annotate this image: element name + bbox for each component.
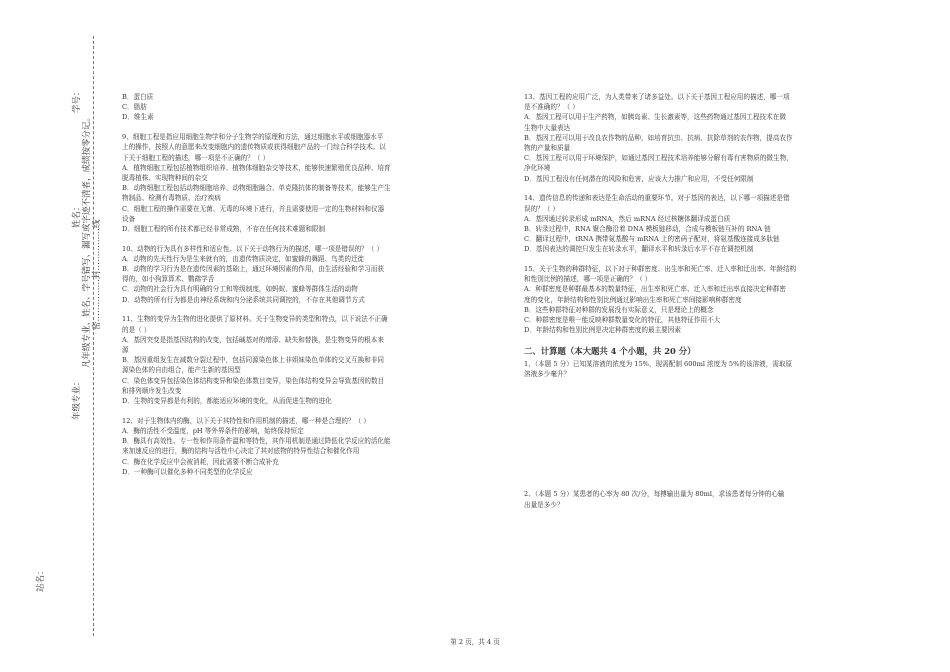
option-line: B．酶具有高效性、专一性和作用条件温和等特性，其作用机制是通过降低化学反应的活化能	[122, 437, 391, 446]
option-line: 得的，如小狗算算术、鹦鹉学舌	[122, 275, 215, 284]
option-line: 物的产量和质量	[524, 144, 571, 153]
option-line: B．动物细胞工程包括动物细胞培养、动物细胞融合、单克隆抗体的制备等技术，能够生产生	[122, 184, 391, 193]
option-line: A．基因工程可以用于生产药物，如胰岛素、生长激素等，这些药物通过基因工程技术在微	[524, 113, 786, 122]
question-line: 13、基因工程的应用广泛，为人类带来了诸多益处。以下关于基因工程应用的描述，哪一项	[524, 93, 790, 101]
option-line: D．动物的所有行为都是由神经系统和内分泌系统共同调控的，不存在其他调节方式	[122, 295, 365, 304]
left-column	[122, 92, 464, 486]
question-line: 2、（本题 5 分）某患者的心率为 80 次/分，每搏输出量为 80ml，求该患者每分钟的心输	[524, 490, 785, 499]
seal-dashed-line	[93, 36, 94, 636]
section-title-calculation: 二、计算题（本大题共 4 个小题，共 20 分）	[524, 345, 696, 356]
option-line: C．种群密度是唯一能反映种群数量变化的特征，其他特征作用不大	[524, 316, 721, 325]
option-line: B．转录过程中，RNA 聚合酶沿着 DNA 模板链移动，合成与模板链互补的 RNA 链	[524, 224, 771, 233]
option-line: D．维生素	[122, 113, 154, 122]
option-line: C．细胞工程的操作需要在无菌、无毒的环境下进行，并且需要使用一定的生物材料和仪器	[122, 204, 385, 213]
option-line: A．基因突变是指基因结构的改变，包括碱基对的增添、缺失和替换，是生物变异的根本来	[122, 335, 384, 344]
option-line: C．酶在化学反应中会被消耗，因此需要不断合成补充	[122, 457, 279, 466]
option-line: C．动物的社会行为具有明确的分工和等级制度，如蚂蚁、蜜蜂等群体生活的动物	[122, 285, 358, 294]
option-line: C．脂肪	[122, 103, 147, 112]
question-line: 下关于细胞工程的描述，哪一项是不正确的？（ ）	[122, 153, 270, 162]
option-line: D．生物的变异都是有利的，都能适应环境的变化，从而促进生物的进化	[122, 396, 332, 405]
option-line: D．细胞工程的所有技术都已经非常成熟，不存在任何技术难题和限制	[122, 224, 326, 233]
option-line: 生物中大量表达	[524, 123, 571, 132]
calculation-question-1	[524, 359, 869, 379]
question-10	[122, 244, 464, 305]
question-line: 12、对于生物体内的酶，以下关于其特性和作用机制的描述，哪一种是合理的？（ ）	[122, 416, 370, 425]
question-line: 1、（本题 5 分）已知某溶液的浓度为 15%，现需配制 600ml 浓度为 5%的该溶液，需取原	[524, 359, 793, 368]
option-line: A．植物细胞工程包括植物组织培养、植物体细胞杂交等技术，能够快速繁殖优良品种、培育	[122, 163, 391, 172]
option-line: A．种群密度是种群最基本的数量特征，出生率和死亡率、迁入率和迁出率直接决定种群密	[524, 285, 786, 294]
question-line: 的是（ ）	[122, 325, 151, 334]
option-line: 脱毒植株、实现物种间的杂交	[122, 173, 208, 182]
option-line: B．基因重组发生在减数分裂过程中，包括同源染色体上非姐妹染色单体的交叉互换和非同	[122, 356, 384, 365]
option-line: 来加速反应的进行，酶的结构与活性中心决定了其对底物的特异性结合和催化作用	[122, 447, 360, 456]
calculation-question-2	[524, 489, 869, 509]
option-line: 源	[122, 345, 129, 354]
grade-major-label: 年级专业：	[72, 377, 82, 420]
question-line: 上的操作，按照人的意愿来改变细胞内的遗传物质或获得细胞产品的一门综合科学技术。以	[122, 143, 386, 152]
option-line: 度的变化，年龄结构和性别比例通过影响出生率和死亡率间接影响种群密度	[524, 295, 742, 304]
question-line: 和性别比例的描述，哪一项是正确的？（ ）	[524, 275, 652, 284]
page-number: 第 2 页，共 4 页	[450, 638, 500, 646]
question-8-options	[122, 92, 464, 123]
option-line: D．基因表达的调控只发生在转录水平，翻译水平和转录后水平不存在调控机制	[524, 245, 754, 254]
binding-sidebar	[0, 0, 100, 672]
question-line: 10、动物的行为具有多样性和适应性。以下关于动物行为的描述，哪一项是错误的？（ ）	[122, 244, 384, 253]
question-line: 15、关于生物的种群特征，以下对于种群密度、出生率和死亡率、迁入率和迁出率、年龄结构	[524, 265, 797, 274]
option-line: B．蛋白质	[122, 93, 154, 101]
option-line: D．基因工程没有任何潜在的风险和危害，应该大力推广和应用，不受任何限制	[524, 174, 754, 183]
question-line: 11、生物的变异为生物的进化提供了原材料。关于生物变异的类型和特点，以下说法不正确	[122, 315, 388, 324]
option-line: B．基因工程可以用于改良农作物的品种，如培育抗虫、抗病、抗除草剂的农作物，提高农作	[524, 133, 793, 142]
question-line: 误的？（ ）	[524, 204, 560, 213]
question-line: 14、遗传信息的传递和表达是生命活动的重要环节。对于基因的表达，以下哪一项描述是错	[524, 194, 790, 203]
option-line: 净化环境	[524, 164, 551, 173]
option-line: 源染色体的自由组合，能产生新的基因型	[122, 366, 241, 375]
question-14	[524, 193, 869, 254]
option-line: D．一种酶可以催化多种不同类型的化学反应	[122, 467, 253, 476]
name-label: 姓名：	[72, 202, 82, 228]
option-line: B．这些种群特征对种群的发展没有实际意义，只是理论上的概念	[524, 305, 714, 314]
question-line: 出量是多少？	[524, 500, 564, 509]
student-id-label: 学号：	[72, 87, 82, 113]
option-line: A．基因通过转录形成 mRNA，然后 mRNA 经过核糖体翻译成蛋白质	[524, 214, 731, 223]
fill-notice: 凡年级专业、姓名、学号错写、漏写或字迹不清者，成绩按零分记。	[82, 112, 92, 368]
option-line: C．基因工程可以用于环境保护，如通过基因工程技术培养能够分解有毒有害物质的微生物，	[524, 154, 793, 163]
question-line: 是不准确的？（ ）	[524, 103, 579, 112]
option-line: C．翻译过程中，tRNA 携带氨基酸与 mRNA 上的密码子配对，将氨基酸连接成多肽链	[524, 235, 780, 244]
option-line: A．酶的活性不受温度，pH 等外界条件的影响，始终保持恒定	[122, 426, 304, 435]
question-line: 9、细胞工程是指应用细胞生物学和分子生物学的原理和方法，通过细胞水平或细胞器水平	[122, 133, 384, 142]
question-11	[122, 314, 464, 406]
question-9	[122, 132, 464, 234]
right-column	[524, 92, 869, 519]
question-13	[524, 92, 869, 184]
question-12	[122, 416, 464, 477]
question-15	[524, 264, 869, 335]
option-line: 和排列顺序发生改变	[122, 386, 182, 395]
option-line: D．年龄结构和性别比例是决定种群密度的最主要因素	[524, 326, 681, 335]
option-line: B．动物的学习行为是在遗传因素的基础上，通过环境因素的作用，由生活经验和学习而获	[122, 265, 384, 274]
option-line: 物制品、检测有毒物质、治疗疾病	[122, 194, 221, 203]
option-line: 设备	[122, 214, 136, 223]
option-line: A．动物的先天性行为是生来就有的，由遗传物质决定，如蜜蜂的舞蹈、鸟类的迁徙	[122, 254, 365, 263]
question-line: 溶液多少毫升？	[524, 370, 571, 379]
seal-line-text: 密……………封……………线	[92, 219, 102, 330]
school-label: 站名：	[36, 566, 46, 592]
option-line: C．染色体变异包括染色体结构变异和染色体数目变异，染色体结构变异会导致基因的数目	[122, 376, 385, 385]
